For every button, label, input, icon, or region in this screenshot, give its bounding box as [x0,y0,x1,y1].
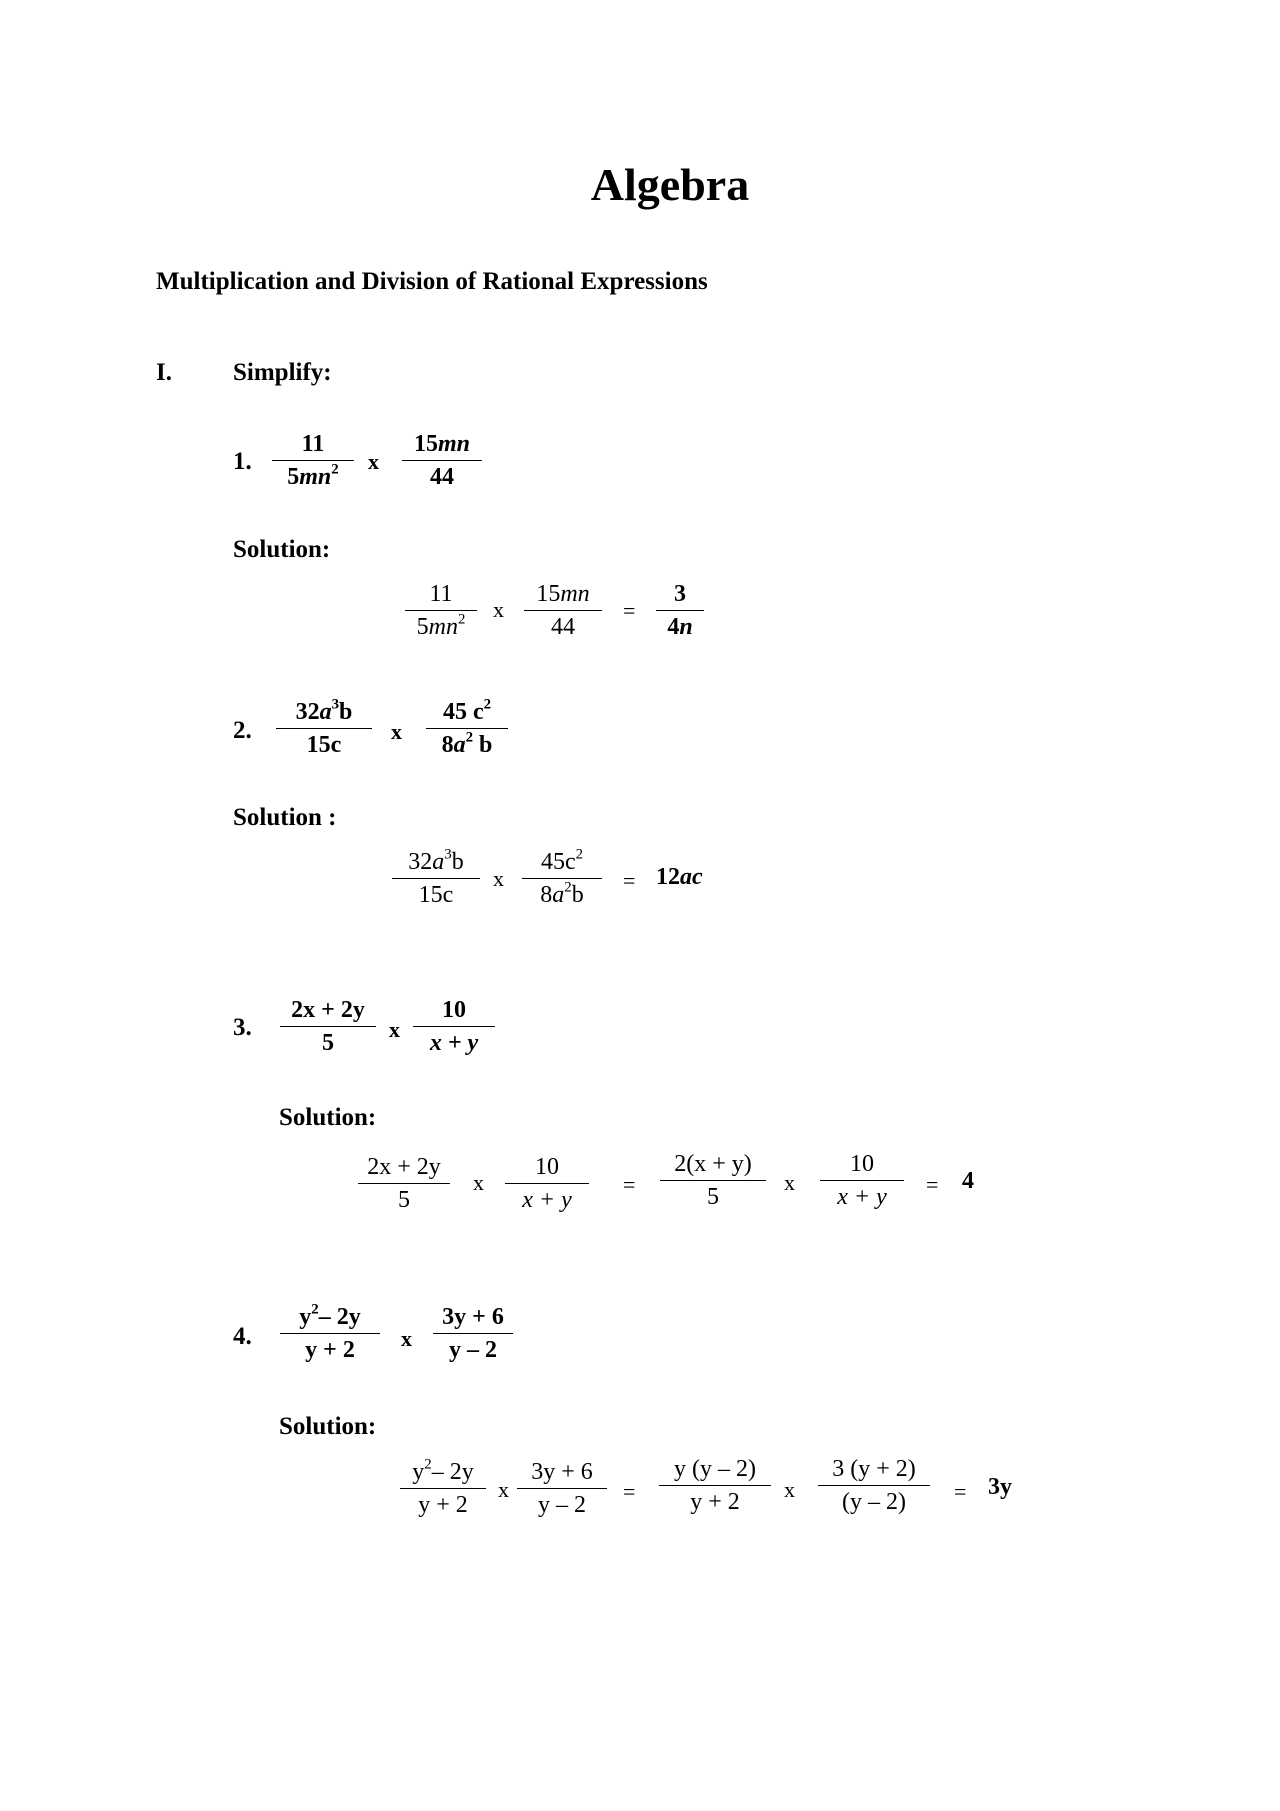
problem-4-fraction-2: 3y + 6 y – 2 [433,1305,513,1362]
times-sign: x [473,1170,484,1195]
problem-3-fraction-1: 2x + 2y 5 [280,998,376,1055]
problem-3-answer: 4 [962,1168,974,1194]
page-title: Algebra [590,159,750,210]
problem-3-intermediate-fraction-2: 10 x + y [820,1152,904,1209]
problem-3-solution-fraction-2: 10 x + y [505,1155,589,1212]
times-sign: x [391,719,402,744]
problem-2-answer: 12ac [656,864,703,890]
problem-4-number: 4. [233,1323,252,1350]
problem-1-fraction-2: 15mn 44 [402,432,482,489]
problem-3-solution-fraction-1: 2x + 2y 5 [358,1155,450,1212]
times-sign: x [493,597,504,622]
problem-2-fraction-2: 45 $c^2$ $8a^2$ b [426,700,508,757]
problem-2-solution-fraction-1: $32a^3b$ 15c [392,850,480,907]
equals-sign: = [623,868,636,893]
times-sign: x [389,1017,400,1042]
section-label: Simplify: [233,359,332,386]
problem-4-intermediate-fraction-1: y (y – 2) y + 2 [659,1457,771,1514]
problem-1-answer: 3 4n [656,582,704,639]
problem-2-number: 2. [233,717,252,744]
problem-2-solution-label: Solution : [233,804,337,831]
problem-1-fraction-1: 11 $5mn^2$ [272,432,354,489]
times-sign: x [368,449,379,474]
subtitle: Multiplication and Division of Rational Expressions [156,268,708,295]
equals-sign: = [623,598,636,623]
problem-3-number: 3. [233,1014,252,1041]
problem-1-number: 1. [233,448,252,475]
equals-sign: = [623,1479,636,1504]
equals-sign: = [926,1172,939,1197]
times-sign: x [498,1477,509,1502]
problem-4-solution-label: Solution: [279,1413,377,1440]
problem-3-solution-label: Solution: [279,1104,377,1131]
equals-sign: = [954,1479,967,1504]
section-number: I. [156,359,172,386]
problem-1-solution-fraction-2: 15mn 44 [524,582,602,639]
problem-4-solution-fraction-1: $y^2-$ 2y y + 2 [400,1460,486,1517]
times-sign: x [493,866,504,891]
equals-sign: = [623,1172,636,1197]
problem-3-intermediate-fraction: 2(x + y) 5 [660,1152,766,1209]
problem-1-solution-fraction-1: 11 $5mn^2$ [405,582,477,639]
times-sign: x [401,1326,412,1351]
problem-1-solution-label: Solution: [233,536,331,563]
problem-4-fraction-1: $y^2-$ 2y y + 2 [280,1305,380,1362]
times-sign: x [784,1170,795,1195]
problem-4-answer: 3y [988,1474,1012,1500]
problem-3-fraction-2: 10 x + y [413,998,495,1055]
problem-2-fraction-1: $32a^3b$ 15c [276,700,372,757]
problem-4-intermediate-fraction-2: 3 (y + 2) (y – 2) [818,1457,930,1514]
times-sign: x [784,1477,795,1502]
problem-2-solution-fraction-2: $45c^2$ $8a^2b$ [522,850,602,907]
problem-4-solution-fraction-2: 3y + 6 y – 2 [517,1460,607,1517]
